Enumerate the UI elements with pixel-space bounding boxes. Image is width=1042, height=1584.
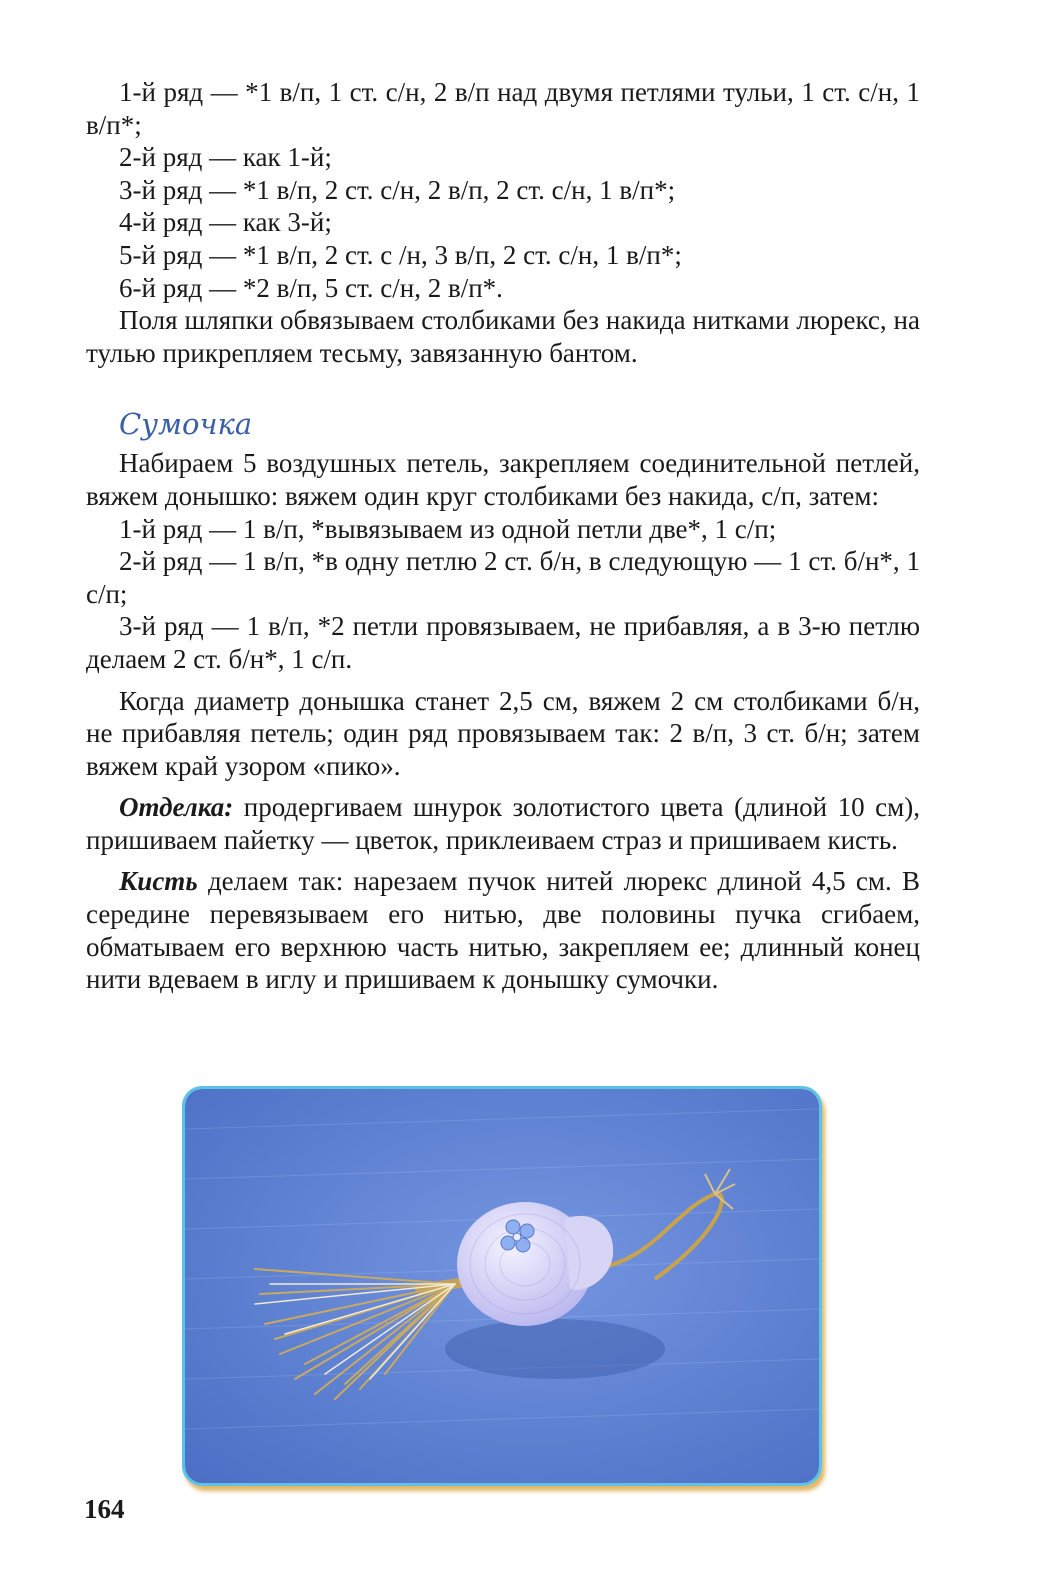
flower-sequin-icon xyxy=(501,1220,534,1252)
bag-intro-paragraph: Набираем 5 воздушных петель, закрепляем соединительной петлей, вяжем донышко: вяжем один круг столбиками без накида, с/п, затем: xyxy=(86,448,920,511)
hat-row-1: 1-й ряд — *1 в/п, 1 ст. с/н, 2 в/п над двумя петлями тульи, 1 ст. с/н, 1 в/п*; xyxy=(86,77,920,140)
bag-body-paragraph: Когда диаметр донышка станет 2,5 см, вяжем 2 см столбиками б/н, не прибавляя петель; один ряд провязываем так: 2 в/п, 3 ст. б/н; затем вяжем край узором «пико». xyxy=(86,685,920,781)
hat-row-4: 4-й ряд — как 3-й; xyxy=(119,207,332,238)
hat-row-6: 6-й ряд — *2 в/п, 5 ст. с/н, 2 в/п*. xyxy=(119,272,503,303)
bag-row-1: 1-й ряд — 1 в/п, *вывязываем из одной петли две*, 1 с/п; xyxy=(119,513,777,544)
tassel-label: Кисть xyxy=(119,866,198,897)
bag-row-2: 2-й ряд — 1 в/п, *в одну петлю 2 ст. б/н, в следующую — 1 ст. б/н*, 1 с/п; xyxy=(86,546,920,609)
hat-row-3: 3-й ряд — *1 в/п, 2 ст. с/н, 2 в/п, 2 ст. с/н, 1 в/п*; xyxy=(119,174,676,205)
bag-photo-illustration xyxy=(185,1089,819,1483)
hat-row-2: 2-й ряд — как 1-й; xyxy=(119,142,332,173)
page-text xyxy=(86,76,920,996)
hat-row-5: 5-й ряд — *1 в/п, 2 ст. с /н, 3 в/п, 2 ст. с/н, 1 в/п*; xyxy=(119,239,682,270)
finishing-paragraph xyxy=(86,791,920,856)
finishing-label: Отделка: xyxy=(119,792,234,823)
bag-photo xyxy=(182,1086,822,1486)
page-number: 164 xyxy=(84,1494,125,1524)
section-title: Сумочка xyxy=(119,407,253,442)
hat-finish-paragraph: Поля шляпки обвязываем столбиками без накида нитками люрекс, на тулью прикрепляем тесьму, завязанную бантом. xyxy=(86,305,920,368)
tassel-text: делаем так: нарезаем пучок нитей люрекс длиной 4,5 см. В середине перевязываем его нитью, две половины пучка сгибаем, обматываем его верхнюю часть нитью, закрепляем ее; длинный конец нити вдеваем в иглу и пришиваем к донышку сумочки. xyxy=(86,866,920,995)
finishing-text: продергиваем шнурок золотистого цвета (длиной 10 см), пришиваем пайетку — цветок, приклеиваем страз и пришиваем кисть. xyxy=(86,792,920,855)
bag-row-3: 3-й ряд — 1 в/п, *2 петли провязываем, не прибавляя, а в 3-ю петлю делаем 2 ст. б/н*, 1 с/п. xyxy=(86,611,920,674)
tassel-paragraph xyxy=(86,865,920,995)
